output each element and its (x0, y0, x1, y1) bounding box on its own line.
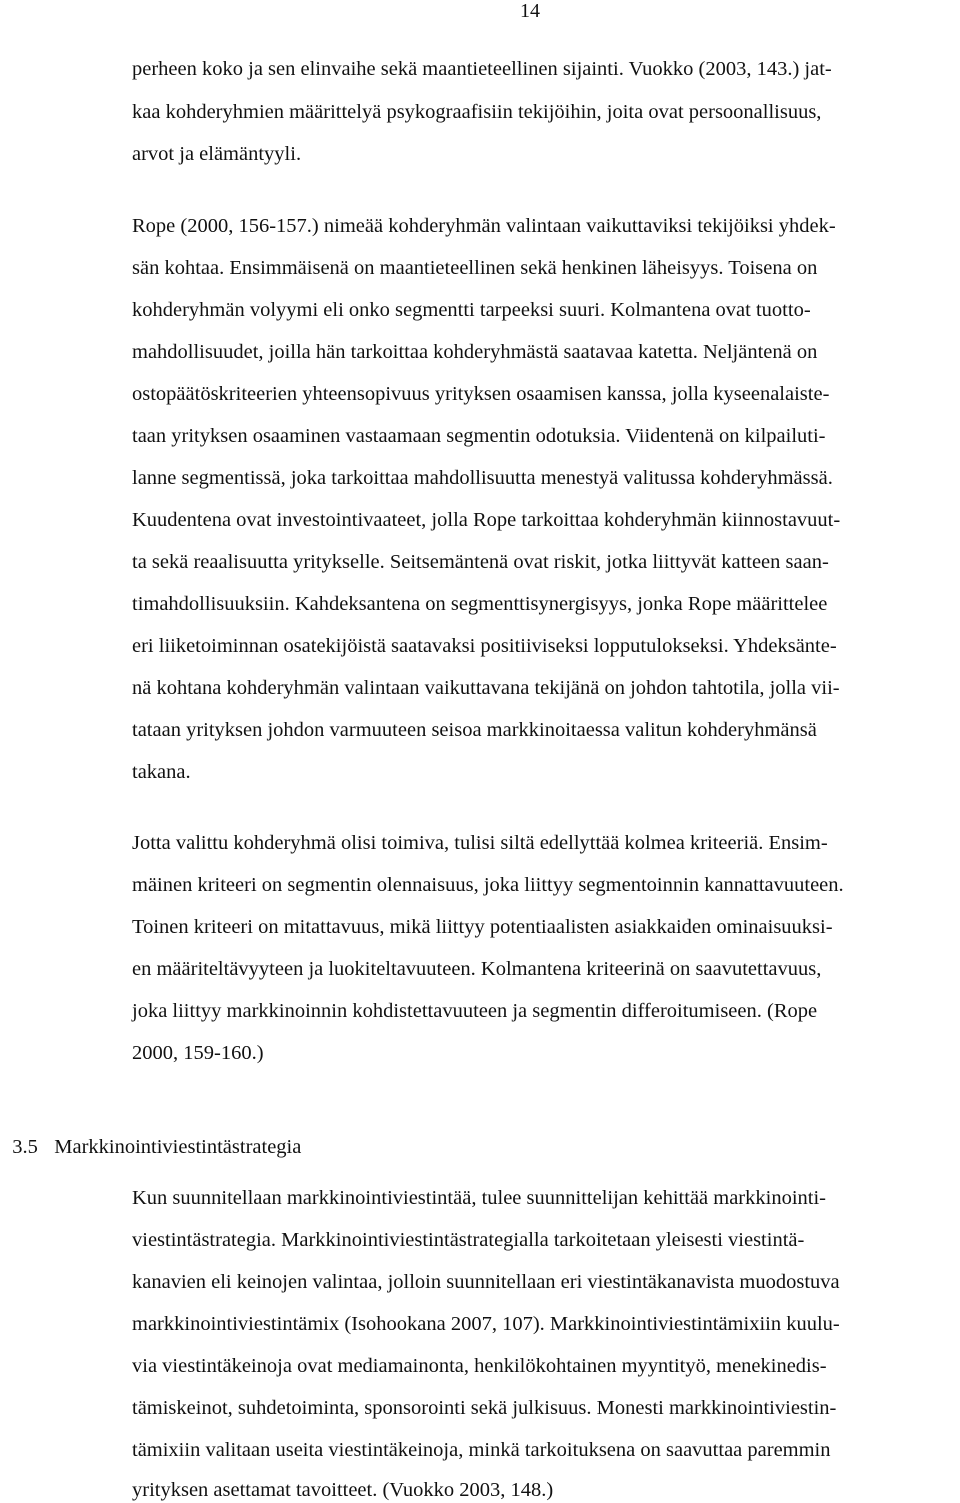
text-line: nä kohtana kohderyhmän valintaan vaikuttavana tekijänä on johdon tahtotila, jolla vii- (132, 677, 840, 699)
text-line: joka liittyy markkinoinnin kohdistettavuuteen ja segmentin differoitumiseen. (Rope (132, 1000, 818, 1022)
text-line: Rope (2000, 156-157.) nimeää kohderyhmän valintaan vaikuttaviksi tekijöiksi yhdek- (132, 215, 836, 237)
text-line: via viestintäkeinoja ovat mediamainonta, henkilökohtainen myyntityö, menekinedis- (132, 1355, 827, 1377)
text-line: viestintästrategia. Markkinointiviestintästrategialla tarkoitetaan yleisesti viestintä- (132, 1229, 805, 1251)
text-line: tataan yrityksen johdon varmuuteen seisoa markkinoitaessa valitun kohderyhmänsä (132, 719, 817, 741)
text-line: tämiskeinot, suhdetoiminta, sponsorointi sekä julkisuus. Monesti markkinointiviestin- (132, 1397, 837, 1419)
text-line: kaa kohderyhmien määrittelyä psykograafisiin tekijöihin, joita ovat persoonallisuus, (132, 101, 822, 123)
section-number: 3.5 (12, 1136, 38, 1158)
text-line: arvot ja elämäntyyli. (132, 143, 302, 165)
text-line: 2000, 159-160.) (132, 1042, 264, 1064)
text-line: tämixiin valitaan useita viestintäkeinoja, minkä tarkoituksena on saavuttaa paremmin (132, 1439, 831, 1461)
text-line: mahdollisuudet, joilla hän tarkoittaa kohderyhmästä saatavaa katetta. Neljäntenä on (132, 341, 818, 363)
text-line: ostopäätöskriteerien yhteensopivuus yrityksen osaamisen kanssa, jolla kyseenalaiste- (132, 383, 830, 405)
text-line: kohderyhmän volyymi eli onko segmentti tarpeeksi suuri. Kolmantena ovat tuotto- (132, 299, 811, 321)
section-title: Markkinointiviestintästrategia (54, 1136, 302, 1158)
text-line: sän kohtaa. Ensimmäisenä on maantieteellinen sekä henkinen läheisyys. Toisena on (132, 257, 818, 279)
text-line: eri liiketoiminnan osatekijöistä saatavaksi positiiviseksi lopputulokseksi. Yhdeksänte- (132, 635, 837, 657)
page-number: 14 (520, 0, 540, 22)
text-line: Toinen kriteeri on mitattavuus, mikä liittyy potentiaalisten asiakkaiden ominaisuuksi- (132, 916, 833, 938)
text-line: timahdollisuuksiin. Kahdeksantena on segmenttisynergisyys, jonka Rope määrittelee (132, 593, 828, 615)
text-line: mäinen kriteeri on segmentin olennaisuus, joka liittyy segmentoinnin kannattavuuteen. (132, 874, 844, 896)
text-line: yrityksen asettamat tavoitteet. (Vuokko 2003, 148.) (132, 1479, 554, 1501)
text-line: Kuudentena ovat investointivaateet, jolla Rope tarkoittaa kohderyhmän kiinnostavuut- (132, 509, 841, 531)
section-heading (2, 1111, 301, 1159)
text-line: Jotta valittu kohderyhmä olisi toimiva, tulisi siltä edellyttää kolmea kriteeriä. Ensim- (132, 832, 828, 854)
text-line: ta sekä reaalisuutta yritykselle. Seitsemäntenä ovat riskit, jotka liittyvät katteen saan- (132, 551, 829, 573)
text-line: lanne segmentissä, joka tarkoittaa mahdollisuutta menestyä valitussa kohderyhmässä. (132, 467, 833, 489)
text-line: takana. (132, 761, 191, 783)
text-line: Kun suunnitellaan markkinointiviestintää, tulee suunnittelijan kehittää markkinointi- (132, 1187, 826, 1209)
text-line: taan yrityksen osaaminen vastaamaan segmentin odotuksia. Viidentenä on kilpailuti- (132, 425, 826, 447)
text-line: markkinointiviestintämix (Isohookana 2007, 107). Markkinointiviestintämixiin kuulu- (132, 1313, 840, 1335)
text-line: kanavien eli keinojen valintaa, jolloin suunnitellaan eri viestintäkanavista muodostuva (132, 1271, 840, 1293)
text-line: en määriteltävyyteen ja luokiteltavuuteen. Kolmantena kriteerinä on saavutettavuus, (132, 958, 822, 980)
text-line: perheen koko ja sen elinvaihe sekä maantieteellinen sijainti. Vuokko (2003, 143.) jat- (132, 58, 832, 80)
